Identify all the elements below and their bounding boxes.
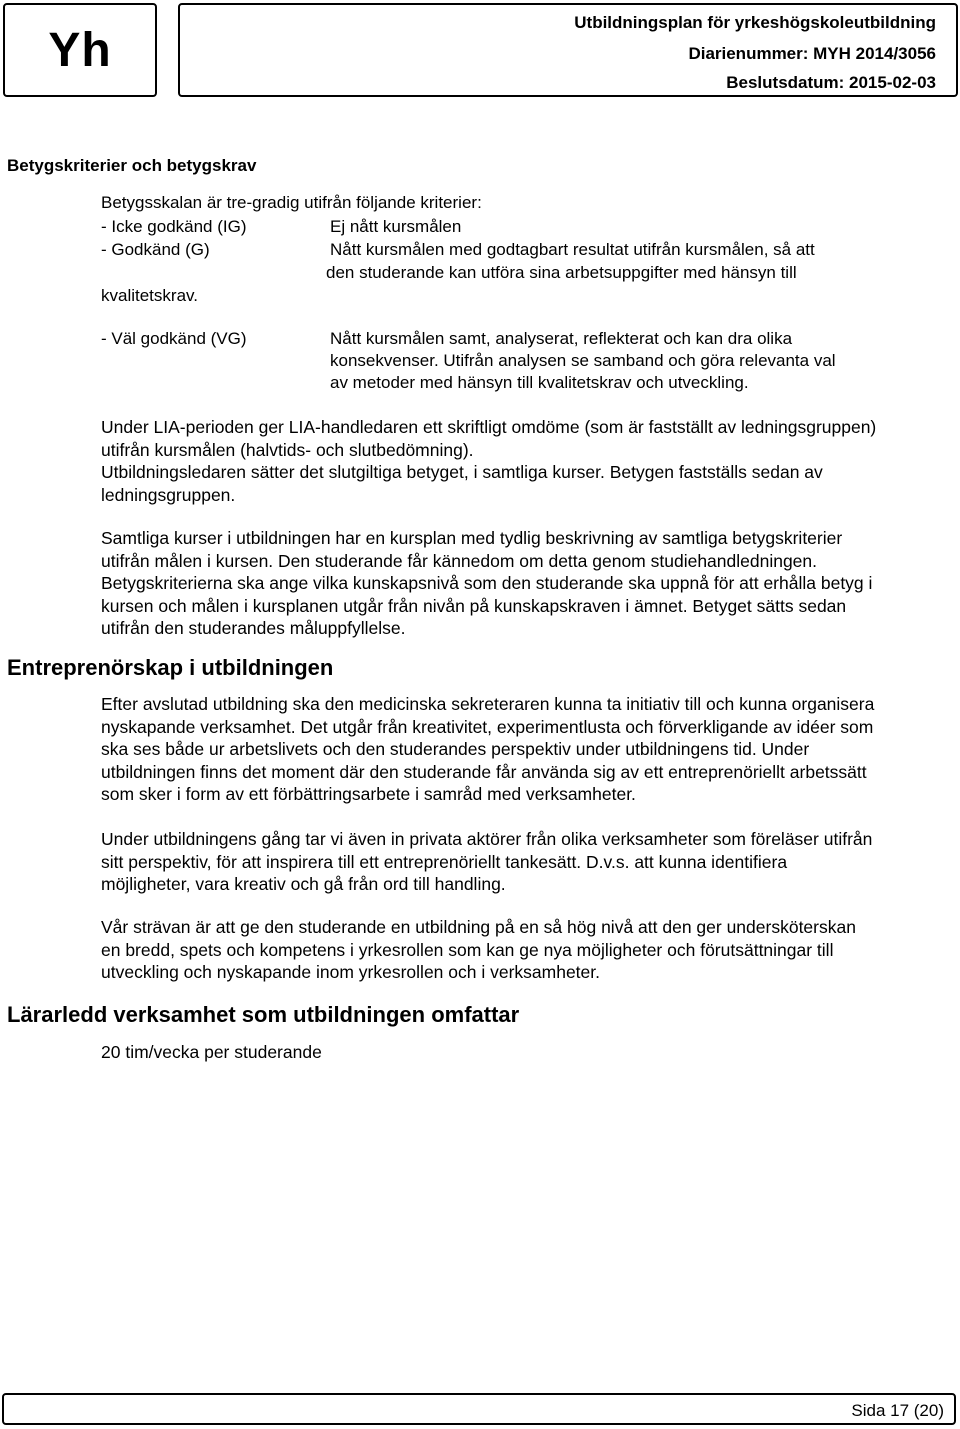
grade-label-ig: - Icke godkänd (IG): [101, 217, 247, 236]
paragraph-line: utveckling och nyskapande inom yrkesrollen och i verksamheter.: [101, 962, 600, 982]
yh-logo: [3, 3, 157, 97]
paragraph-line: utifrån den studerandes måluppfyllelse.: [101, 618, 406, 638]
paragraph-line: Under utbildningens gång tar vi även in privata aktörer från olika verksamheter som föreläser utifrån: [101, 829, 873, 849]
paragraph-line: ska ses både ur arbetslivets och den studerandes perspektiv under utbildningens tid. Under: [101, 739, 810, 759]
paragraph-line: nyskapande verksamhet. Det utgår från kreativitet, experimentlusta och förverkligande av idéer som: [101, 716, 874, 737]
paragraph-line: ledningsgruppen.: [101, 484, 236, 505]
paragraph-line: Vår strävan är att ge den studerande en utbildning på en så hög nivå att den ger undersköterskan: [101, 917, 856, 937]
paragraph-line: utifrån målen i kursen. Den studerande får kännedom om detta genom studiehandledningen.: [101, 550, 818, 571]
diarienummer: Diarienummer: MYH 2014/3056: [688, 44, 936, 63]
grade-text-g-2: den studerande kan utföra sina arbetsuppgifter med hänsyn till: [326, 263, 797, 282]
paragraph-line: Utbildningsledaren sätter det slutgiltiga betyget, i samtliga kurser. Betygen fastställs sedan av: [101, 462, 823, 482]
entre-paragraph-2: [101, 828, 872, 896]
paragraph-line: möjligheter, vara kreativ och gå från ord till handling.: [101, 874, 506, 894]
grade-text-vg-1: Nått kursmålen samt, analyserat, reflekterat och kan dra olika: [330, 329, 793, 348]
entre-paragraph-1: [101, 693, 874, 806]
grade-text-vg-3: av metoder med hänsyn till kvalitetskrav och utveckling.: [330, 373, 749, 392]
section-heading-betyg: Betygskriterier och betygskrav: [7, 156, 257, 175]
paragraph-line: Efter avslutad utbildning ska den medicinska sekreteraren kunna ta initiativ till och kunna organisera: [101, 694, 875, 714]
entre-paragraph-3: [101, 916, 856, 984]
logo-text: Yh: [48, 23, 112, 77]
paragraph-line: sitt perspektiv, för att inspirera till ett entreprenöriellt tankesätt. D.v.s. att kunna identifiera: [101, 851, 788, 872]
grading-intro: Betygsskalan är tre-gradig utifrån följande kriterier:: [101, 193, 482, 212]
page-number: Sida 17 (20): [851, 1401, 944, 1420]
lia-paragraph: [101, 416, 876, 506]
paragraph-line: som sker i form av ett förbättringsarbete i samråd med verksamheter.: [101, 784, 636, 804]
paragraph-line: kursen och målen i kursplanen utgår från nivån på kunskapskraven i ämnet. Betyget sätts sedan: [101, 595, 847, 616]
section-heading-entreprenorskap: Entreprenörskap i utbildningen: [7, 655, 334, 680]
paragraph-line: en bredd, spets och kompetens i yrkesrollen som kan ge nya möjligheter och förutsättningar till: [101, 939, 834, 960]
kursplan-paragraph: [101, 527, 872, 640]
document-title: Utbildningsplan för yrkeshögskoleutbildning: [574, 13, 936, 32]
page-footer: [2, 1393, 956, 1425]
grade-text-g-1: Nått kursmålen med godtagbart resultat utifrån kursmålen, så att: [330, 240, 815, 259]
paragraph-line: utbildningen finns det moment där den studerande får använda sig av ett entreprenöriellt arbetssätt: [101, 761, 867, 782]
section-heading-lararledd: Lärarledd verksamhet som utbildningen omfattar: [7, 1002, 520, 1027]
lararledd-hours: 20 tim/vecka per studerande: [101, 1042, 322, 1062]
paragraph-line: Betygskriterierna ska ange vilka kunskapsnivå som den studerande ska uppnå för att erhålla betyg i: [101, 573, 873, 593]
paragraph-line: Samtliga kurser i utbildningen har en kursplan med tydlig beskrivning av samtliga betygskriterier: [101, 528, 843, 548]
paragraph-line: Under LIA-perioden ger LIA-handledaren ett skriftligt omdöme (som är fastställt av ledningsgruppen): [101, 417, 877, 437]
grade-label-vg: - Väl godkänd (VG): [101, 329, 247, 348]
grade-text-ig: Ej nått kursmålen: [330, 217, 462, 236]
grade-text-vg-2: konsekvenser. Utifrån analysen se samband och göra relevanta val: [330, 351, 836, 370]
paragraph-line: utifrån kursmålen (halvtids- och slutbedömning).: [101, 439, 474, 460]
grade-label-g: - Godkänd (G): [101, 240, 210, 259]
beslutsdatum: Beslutsdatum: 2015-02-03: [726, 73, 936, 92]
document-header: [178, 3, 958, 97]
grade-text-g-3: kvalitetskrav.: [101, 286, 198, 305]
